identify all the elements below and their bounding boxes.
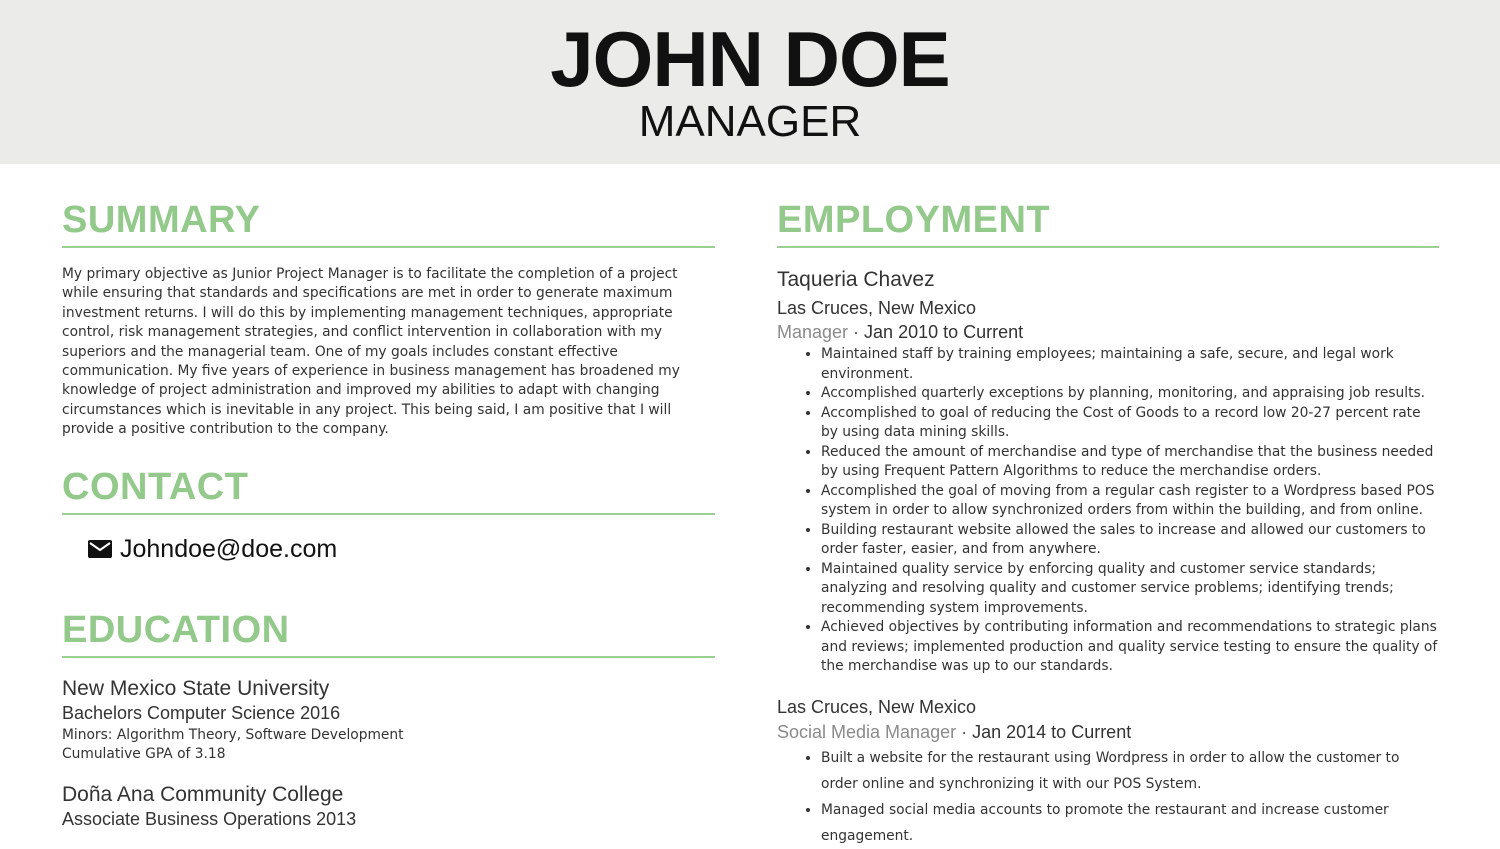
job-location: Las Cruces, New Mexico bbox=[777, 298, 977, 318]
school-name: Doña Ana Community College bbox=[62, 782, 344, 806]
degree: Associate Business Operations 2013 bbox=[62, 808, 357, 829]
job-bullet: • Maintained quality service by enforcing quality and customer service standards; analyzing and resolving quality and customer service problems; identifying trends; recommending system improvements. bbox=[821, 560, 1439, 619]
separator: · bbox=[853, 322, 860, 342]
envelope-icon bbox=[88, 540, 112, 558]
education-heading: EDUCATION bbox=[62, 608, 715, 658]
summary-text: My primary objective as Junior Project Manager is to facilitate the completion of a project while ensuring that standards and specifications are met in order to generate maximum investment returns. I will do this by implementing management techniques, appropriate control, risk management strategies, and conflict intervention in collaboration with my superiors and the managerial team. One of my goals includes constant effective communication. My five years of experience in business management has broadened my knowledge of project administration and improved my abilities to adapt with changing circumstances which is inevitable in any project. This being said, I am positive that I will provide a positive contribution to the company. bbox=[62, 266, 680, 438]
contact-email[interactable]: Johndoe@doe.com bbox=[120, 534, 338, 563]
job-bullets bbox=[777, 345, 1439, 677]
job-bullets bbox=[777, 745, 1439, 849]
job-bullet: • Managed social media accounts to promote the restaurant and increase customer engagement. bbox=[821, 797, 1439, 849]
separator: · bbox=[961, 721, 968, 742]
contact-section bbox=[62, 465, 715, 564]
summary-section bbox=[62, 198, 715, 440]
job-role: Social Media Manager bbox=[777, 721, 957, 742]
job-dates: Jan 2010 to Current bbox=[864, 322, 1024, 342]
job-bullet: • Achieved objectives by contributing information and recommendations to strategic plans and reviews; implemented production and quality service testing to ensure the quality of the merchandise was up to our standards. bbox=[821, 618, 1439, 677]
company-name: Taqueria Chavez bbox=[777, 268, 935, 291]
job-bullet: • Building restaurant website allowed the sales to increase and allowed our customers to order faster, easier, and from anywhere. bbox=[821, 521, 1439, 560]
minors: Minors: Algorithm Theory, Software Development bbox=[62, 726, 404, 743]
summary-heading: SUMMARY bbox=[62, 198, 715, 248]
candidate-name: JOHN DOE bbox=[550, 15, 950, 103]
education-section bbox=[62, 608, 715, 830]
resume-header bbox=[0, 0, 1500, 164]
job-role: Manager bbox=[777, 322, 849, 342]
job-role-line bbox=[777, 320, 1439, 344]
contact-email-row bbox=[88, 535, 715, 564]
job-role-line bbox=[777, 720, 1439, 744]
right-column bbox=[777, 164, 1439, 849]
job-bullet: • Accomplished to goal of reducing the Cost of Goods to a record low 20-27 percent rate by using data mining skills. bbox=[821, 404, 1439, 443]
education-entry bbox=[62, 782, 715, 830]
job-bullet: • Accomplished the goal of moving from a regular cash register to a Wordpress based POS system in order to allow synchronized orders from within the building, and from online. bbox=[821, 482, 1439, 521]
gpa: Cumulative GPA of 3.18 bbox=[62, 746, 226, 763]
degree: Bachelors Computer Science 2016 bbox=[62, 702, 341, 723]
job-bullet: • Accomplished quarterly exceptions by planning, monitoring, and appraising job results. bbox=[821, 384, 1439, 404]
job-entry bbox=[777, 695, 1439, 849]
employment-heading: EMPLOYMENT bbox=[777, 198, 1439, 248]
job-entry bbox=[777, 267, 1439, 677]
education-entry bbox=[62, 676, 715, 765]
job-bullet: • Maintained staff by training employees; maintaining a safe, secure, and legal work environment. bbox=[821, 345, 1439, 384]
school-name: New Mexico State University bbox=[62, 676, 330, 700]
contact-heading: CONTACT bbox=[62, 465, 715, 515]
job-bullet: • Built a website for the restaurant using Wordpress in order to allow the customer to order online and synchronizing it with our POS System. bbox=[821, 745, 1439, 797]
left-column bbox=[62, 164, 715, 830]
job-dates: Jan 2014 to Current bbox=[972, 721, 1132, 742]
job-location: Las Cruces, New Mexico bbox=[777, 696, 977, 717]
job-bullet: • Reduced the amount of merchandise and type of merchandise that the business needed by using Frequent Pattern Algorithms to reduce the merchandise orders. bbox=[821, 443, 1439, 482]
candidate-title: MANAGER bbox=[638, 97, 862, 146]
employment-section bbox=[777, 198, 1439, 849]
